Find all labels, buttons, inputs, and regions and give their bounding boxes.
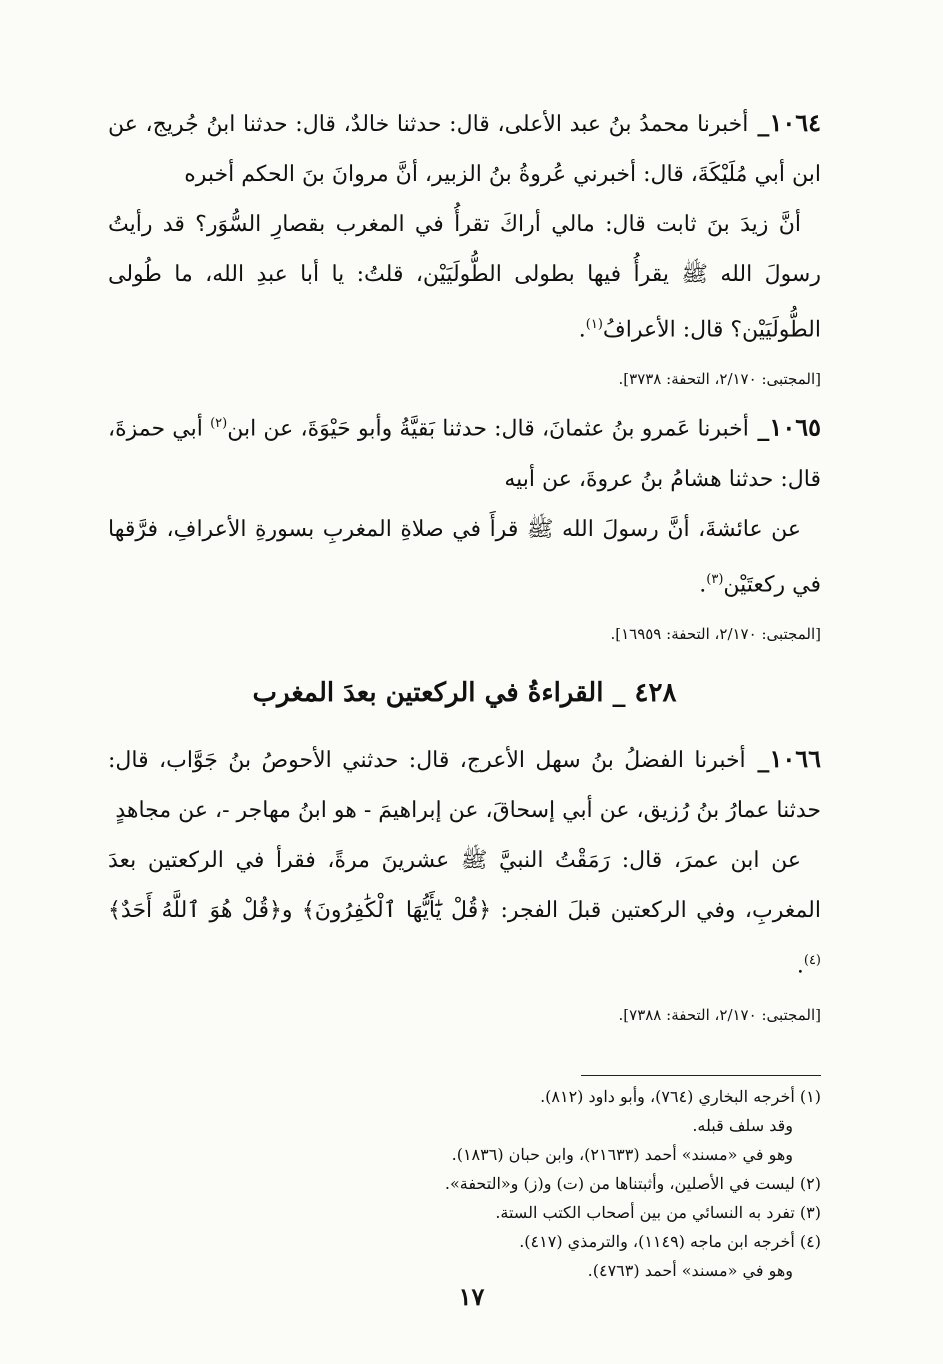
footnote-line: وهو في «مسند» أحمد (٤٧٦٣).: [587, 1261, 793, 1281]
hadith-number: ١٠٦٤: [769, 108, 821, 137]
isnad-text-rest: أبي حمزةَ، قال: حدثنا هشامُ بنُ عروةَ، عن أبيه: [108, 416, 821, 492]
hadith-1065-reference: [المجتبى: ٢/١٧٠، التحفة: ١٦٩٥٩].: [610, 624, 821, 643]
footnotes: [108, 1082, 821, 1285]
hadith-1065-matn: عن عائشةَ، أنَّ رسولَ الله ﷺ قرأَ في صلاةِ المغربِ بسورةِ الأعرافِ، فرَّقها في ركعتَيْن$^{(٣)}$.: [108, 516, 821, 597]
footnote-marker[interactable]: (٤): [803, 952, 821, 968]
footnote-marker[interactable]: (١): [585, 317, 603, 332]
hadith-1064-isnad: ١٠٦٤_ أخبرنا محمدُ بنُ عبد الأعلى، قال: حدثنا خالدٌ، قال: حدثنا ابنُ جُريج، عن ابن أبي مُلَيْكَةَ، قال: أخبرني عُروةُ بنُ الزبير، أنَّ مروانَ بنَ الحكم أخبره: [108, 108, 821, 187]
footnote-line: (٢) ليست في الأصلين، وأثبتناها من (ت) و(ز) و«التحفة».: [444, 1174, 821, 1194]
footnote-line: وقد سلف قبله.: [692, 1116, 793, 1136]
hadith-number: ١٠٦٦: [769, 743, 821, 773]
chapter-heading: ٤٢٨ _ القراءةُ في الركعتين بعدَ المغرب: [252, 677, 677, 708]
isnad-text: أخبرنا عَمرو بنُ عثمانَ، قال: حدثنا بَقيَّةُ وأبو حَيْوَةَ، عن ابن: [227, 416, 749, 442]
hadith-1066-reference: [المجتبى: ٢/١٧٠، التحفة: ٧٣٨٨].: [618, 1006, 821, 1025]
hadith-1065-isnad: ١٠٦٥_ أخبرنا عَمرو بنُ عثمانَ، قال: حدثنا بَقيَّةُ وأبو حَيْوَةَ، عن ابن$^{(٢)}$ أبي حمزةَ، قال: حدثنا هشامُ بنُ عروةَ، عن أبيه: [108, 412, 821, 492]
isnad-text: أخبرنا محمدُ بنُ عبد الأعلى، قال: حدثنا خالدٌ، قال: حدثنا ابنُ جُريج، عن ابن أبي مُلَيْكَةَ، قال: أخبرني عُروةُ بنُ الزبير، أنَّ مروانَ بنَ الحكم أخبره: [108, 112, 821, 187]
quran-verse-kafirun: ﴿قُلْ يَٰٓأَيُّهَا ٱلْكَٰفِرُونَ﴾: [301, 897, 492, 923]
isnad-text: أخبرنا الفضلُ بنُ سهل الأعرج، قال: حدثني الأحوصُ بنُ جَوَّاب، قال: حدثنا عمارُ بنُ رُزيق، عن أبي إسحاقَ، عن إبراهيمَ - هو ابنُ مهاجر -، عن مجاهدٍ: [108, 747, 821, 823]
footnote-marker[interactable]: (٣): [706, 571, 724, 587]
footnote-line: (٣) تفرد به النسائي من بين أصحاب الكتب الستة.: [495, 1203, 821, 1223]
hadith-1064-reference: [المجتبى: ٢/١٧٠، التحفة: ٣٧٣٨].: [618, 370, 821, 389]
footnote-marker[interactable]: (٢): [210, 416, 228, 432]
page-number: ١٧: [458, 1282, 485, 1311]
matn-text: عن عائشةَ، أنَّ رسولَ الله ﷺ قرأَ في صلاةِ المغربِ بسورةِ الأعرافِ، فرَّقها في ركعتَيْن: [108, 516, 821, 597]
footnote-line: وهو في «مسند» أحمد (٢١٦٣٣)، وابن حبان (١٨٣٦).: [451, 1145, 793, 1165]
hadith-1064-matn: أنَّ زيدَ بنَ ثابت قال: مالي أراكَ تقرأُ في المغرب بقصارِ السُّوَر؟ قد رأيتُ رسولَ الله ﷺ يقرأُ فيها بطولى الطُّولَيَيْن، قلتُ: يا أبا عبدِ الله، ما طُولى الطُّولَيَيْن؟ قال: الأعرافُ$^{(١)}$.: [108, 212, 821, 343]
footnote-line: (١) أخرجه البخاري (٧٦٤)، وأبو داود (٨١٢).: [540, 1087, 821, 1107]
matn-text: أنَّ زيدَ بنَ ثابت قال: مالي أراكَ تقرأُ في المغرب بقصارِ السُّوَر؟ قد رأيتُ رسولَ الله ﷺ يقرأُ فيها بطولى الطُّولَيَيْن، قلتُ: يا أبا عبدِ الله، ما طُولى الطُّولَيَيْن؟ قال: الأعرافُ: [108, 212, 821, 343]
hadith-1066-isnad: ١٠٦٦_ أخبرنا الفضلُ بنُ سهل الأعرج، قال: حدثني الأحوصُ بنُ جَوَّاب، قال: حدثنا عمارُ بنُ رُزيق، عن أبي إسحاقَ، عن إبراهيمَ - هو ابنُ مهاجر -، عن مجاهدٍ: [108, 743, 821, 823]
matn-text: عن ابن عمرَ، قال: رَمَقْتُ النبيَّ ﷺ عشرينَ مرةً، فقرأ في الركعتين بعدَ المغربِ، وفي الركعتين قبلَ الفجر:: [108, 847, 821, 923]
quran-verse-ikhlas: ﴿قُلْ هُوَ ٱللَّهُ أَحَدٌ﴾: [108, 897, 282, 923]
hadith-number: ١٠٦٥: [769, 412, 821, 442]
footnote-line: (٤) أخرجه ابن ماجه (١١٤٩)، والترمذي (٤١٧).: [519, 1232, 821, 1252]
hadith-1066-matn: عن ابن عمرَ، قال: رَمَقْتُ النبيَّ ﷺ عشرينَ مرةً، فقرأ في الركعتين بعدَ المغربِ، وفي الركعتين قبلَ الفجر: ﴿قُلْ يَٰٓأَيُّهَا ٱلْكَٰفِرُونَ﴾ و﴿قُلْ هُوَ ٱللَّهُ أَحَدٌ﴾ $^{(٤)}$.: [108, 847, 821, 979]
footnote-divider: [581, 1075, 821, 1076]
